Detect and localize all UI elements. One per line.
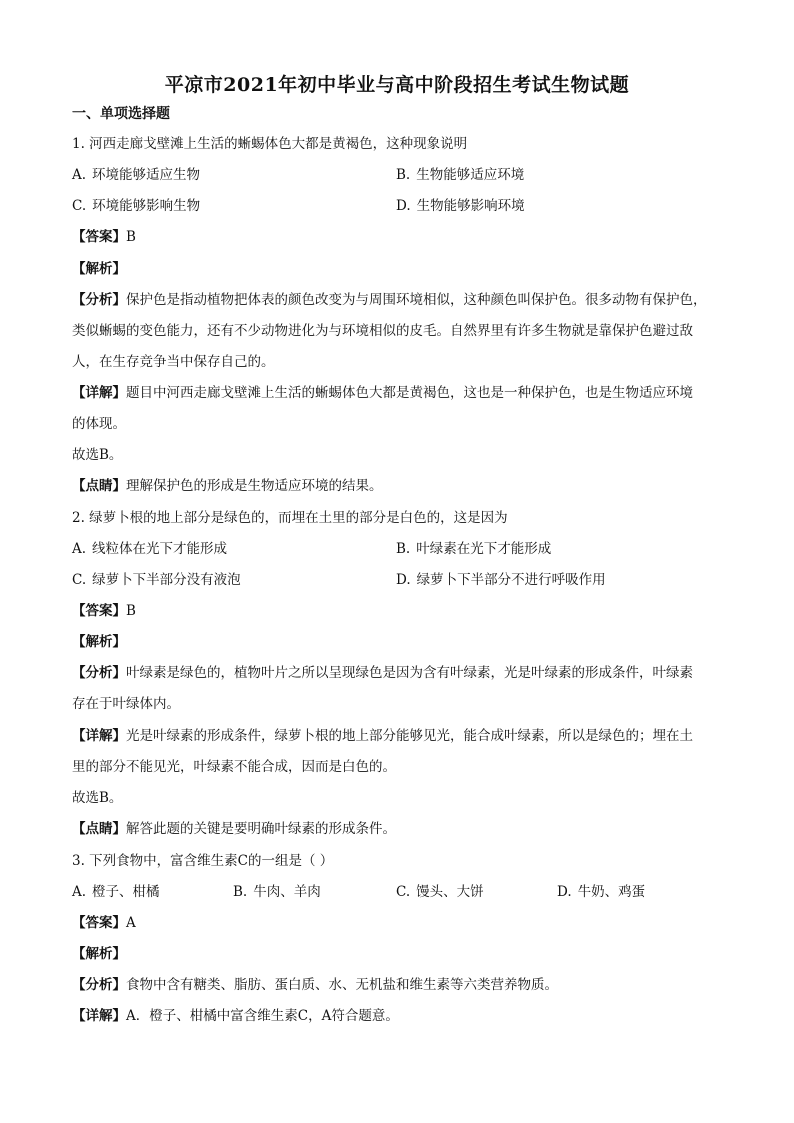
option-text: 叶绿素在光下才能形成	[416, 541, 552, 557]
q3-option-d	[557, 880, 645, 900]
option-key: B.	[396, 541, 411, 557]
fenxi-tag: 【分析】	[72, 977, 126, 993]
fenxi-text: 食物中含有糖类、脂肪、蛋白质、水、无机盐和维生素等六类营养物质。	[126, 977, 558, 993]
option-key: A.	[72, 167, 87, 183]
q3-option-a	[72, 880, 160, 900]
q1-fenxi-line-2: 类似蜥蜴的变色能力，还有不少动物进化为与环境相似的皮毛。自然界里有许多生物就是靠保护色避过敌	[72, 323, 693, 339]
option-key: C.	[72, 572, 87, 588]
q3-fenxi-line-1	[72, 973, 732, 993]
option-text: 牛奶、鸡蛋	[577, 884, 646, 900]
q2-analysis-tag: 【解析】	[72, 634, 126, 650]
q1-conclusion: 故选B。	[72, 447, 123, 463]
xiangjie-text: 光是叶绿素的形成条件，绿萝卜根的地上部分能够见光，能合成叶绿素，所以是绿色的；埋在土	[126, 728, 693, 744]
q1-option-d	[396, 194, 525, 214]
answer-tag: 【答案】	[72, 229, 126, 245]
q2-xiangjie-line-2: 里的部分不能见光，叶绿素不能合成，因而是白色的。	[72, 759, 396, 775]
q2-answer	[72, 599, 732, 619]
dianjing-text: 理解保护色的形成是生物适应环境的结果。	[126, 478, 383, 494]
answer-value: B	[126, 229, 136, 245]
xiangjie-text: A．橙子、柑橘中富含维生素C，A符合题意。	[126, 1008, 399, 1024]
fenxi-text: 叶绿素是绿色的，植物叶片之所以呈现绿色是因为含有叶绿素，光是叶绿素的形成条件，叶绿素	[126, 665, 693, 681]
fenxi-tag: 【分析】	[72, 292, 126, 308]
xiangjie-tag: 【详解】	[72, 1008, 126, 1024]
xiangjie-tag: 【详解】	[72, 385, 126, 401]
dianjing-tag: 【点睛】	[72, 821, 126, 837]
fenxi-tag: 【分析】	[72, 665, 126, 681]
answer-tag: 【答案】	[72, 603, 126, 619]
option-text: 环境能够影响生物	[92, 198, 201, 214]
fenxi-text: 保护色是指动植物把体表的颜色改变为与周围环境相似，这种颜色叫保护色。很多动物有保护色，	[126, 292, 707, 308]
q1-fenxi-line-1	[72, 288, 732, 308]
option-text: 绿萝卜下半部分没有液泡	[92, 572, 241, 588]
q2-fenxi-line-2: 存在于叶绿体内。	[72, 696, 180, 712]
option-key: A.	[72, 541, 87, 557]
q2-stem: 2. 绿萝卜根的地上部分是绿色的，而埋在土里的部分是白色的，这是因为	[72, 510, 508, 526]
q1-dianjing	[72, 474, 732, 494]
xiangjie-tag: 【详解】	[72, 728, 126, 744]
q3-xiangjie-line-1	[72, 1004, 732, 1024]
dianjing-text: 解答此题的关键是要明确叶绿素的形成条件。	[126, 821, 396, 837]
q1-option-b	[396, 163, 524, 183]
q3-option-b	[233, 880, 321, 900]
q1-stem: 1. 河西走廊戈壁滩上生活的蜥蜴体色大都是黄褐色，这种现象说明	[72, 136, 468, 152]
q1-option-c	[72, 194, 200, 214]
option-key: D.	[396, 572, 411, 588]
q3-answer	[72, 911, 732, 931]
answer-value: A	[126, 915, 136, 931]
q1-option-a	[72, 163, 200, 183]
q1-answer	[72, 225, 732, 245]
q3-option-c	[396, 880, 484, 900]
option-key: D.	[396, 198, 411, 214]
q2-dianjing	[72, 817, 732, 837]
q2-option-d	[396, 568, 606, 588]
option-text: 生物能够影响环境	[416, 198, 525, 214]
xiangjie-text: 题目中河西走廊戈壁滩上生活的蜥蜴体色大都是黄褐色，这也是一种保护色，也是生物适应环境	[126, 385, 693, 401]
option-text: 环境能够适应生物	[92, 167, 201, 183]
option-text: 馒头、大饼	[416, 884, 484, 900]
q2-fenxi-line-1	[72, 661, 732, 681]
q3-stem: 3. 下列食物中，富含维生素C的一组是（ ）	[72, 853, 334, 869]
option-text: 线粒体在光下才能形成	[92, 541, 228, 557]
option-key: C.	[72, 198, 87, 214]
option-text: 橙子、柑橘	[92, 884, 160, 900]
section-heading: 一、单项选择题	[72, 106, 170, 122]
option-text: 生物能够适应环境	[416, 167, 525, 183]
q3-analysis-tag: 【解析】	[72, 946, 126, 962]
option-key: C.	[396, 884, 411, 900]
q2-conclusion: 故选B。	[72, 790, 123, 806]
answer-tag: 【答案】	[72, 915, 126, 931]
option-key: D.	[557, 884, 572, 900]
option-key: B.	[396, 167, 411, 183]
dianjing-tag: 【点睛】	[72, 478, 126, 494]
q1-xiangjie-line-1	[72, 381, 732, 401]
option-key: B.	[233, 884, 248, 900]
q1-fenxi-line-3: 人，在生存竞争当中保存自己的。	[72, 354, 275, 370]
q2-xiangjie-line-1	[72, 724, 732, 744]
q1-analysis-tag: 【解析】	[72, 261, 126, 277]
document-title: 平凉市2021年初中毕业与高中阶段招生考试生物试题	[164, 74, 630, 96]
option-text: 绿萝卜下半部分不进行呼吸作用	[416, 572, 606, 588]
answer-value: B	[126, 603, 136, 619]
q2-option-c	[72, 568, 241, 588]
q2-option-a	[72, 537, 227, 557]
q1-xiangjie-line-2: 的体现。	[72, 416, 126, 432]
option-text: 牛肉、羊肉	[253, 884, 321, 900]
q2-option-b	[396, 537, 551, 557]
option-key: A.	[72, 884, 87, 900]
